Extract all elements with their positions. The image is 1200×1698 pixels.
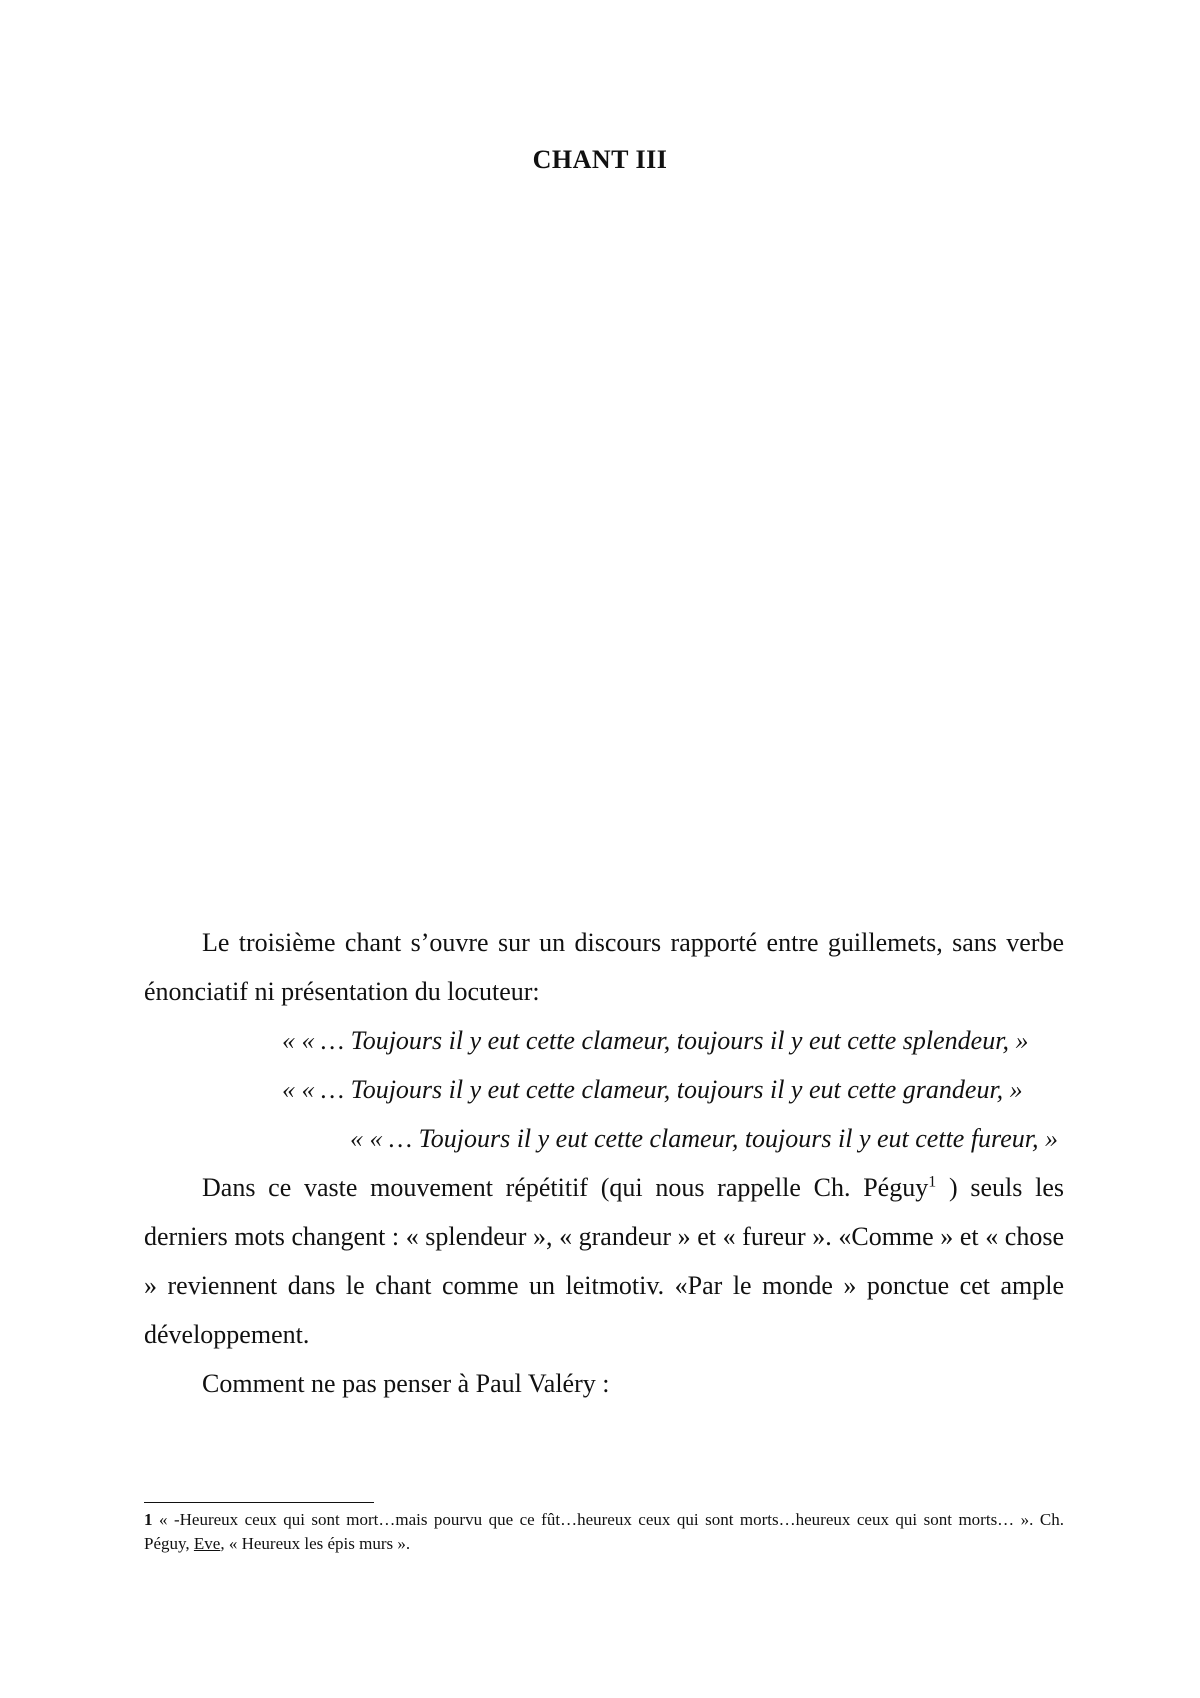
paragraph-valery: Comment ne pas penser à Paul Valéry : xyxy=(202,1369,610,1398)
paragraph-intro: Le troisième chant s’ouvre sur un discours rapporté entre guillemets, sans verbe énonciatif ni présentation du locuteur: xyxy=(144,928,1064,1006)
footnote-work-title: Eve xyxy=(193,1534,221,1553)
footnote-separator xyxy=(144,1502,374,1503)
footnote xyxy=(144,1508,1064,1556)
paragraph-analysis-start: Dans ce vaste mouvement répétitif (qui nous rappelle Ch. Péguy xyxy=(202,1173,929,1202)
paragraph-analysis-end: ) seuls les derniers mots changent : « splendeur », « grandeur » et « fureur ». «Comme » et « chose » reviennent dans le chant comme un leitmotiv. «Par le monde » ponctue cet ample développement. xyxy=(144,1173,1065,1349)
quote-line-3: « « … Toujours il y eut cette clameur, toujours il y eut cette fureur, » xyxy=(350,1124,1058,1153)
quote-line-2: « « … Toujours il y eut cette clameur, toujours il y eut cette grandeur, » xyxy=(282,1075,1023,1104)
footnote-text-start: « -Heureux ceux qui sont mort…mais pourvu que ce fût…heureux ceux qui sont morts…heureux ceux qui sont morts… ». Ch. Péguy, xyxy=(144,1510,1064,1553)
body-text xyxy=(144,918,1064,1408)
quote-line-1: « « … Toujours il y eut cette clameur, toujours il y eut cette splendeur, » xyxy=(282,1026,1029,1055)
footnote-number: 1 xyxy=(144,1510,153,1529)
page-title: CHANT III xyxy=(532,145,668,174)
paragraph-analysis xyxy=(144,1163,1064,1359)
footnote-text-end: , « Heureux les épis murs ». xyxy=(220,1534,411,1553)
footnote-reference[interactable]: 1 xyxy=(928,1173,937,1191)
